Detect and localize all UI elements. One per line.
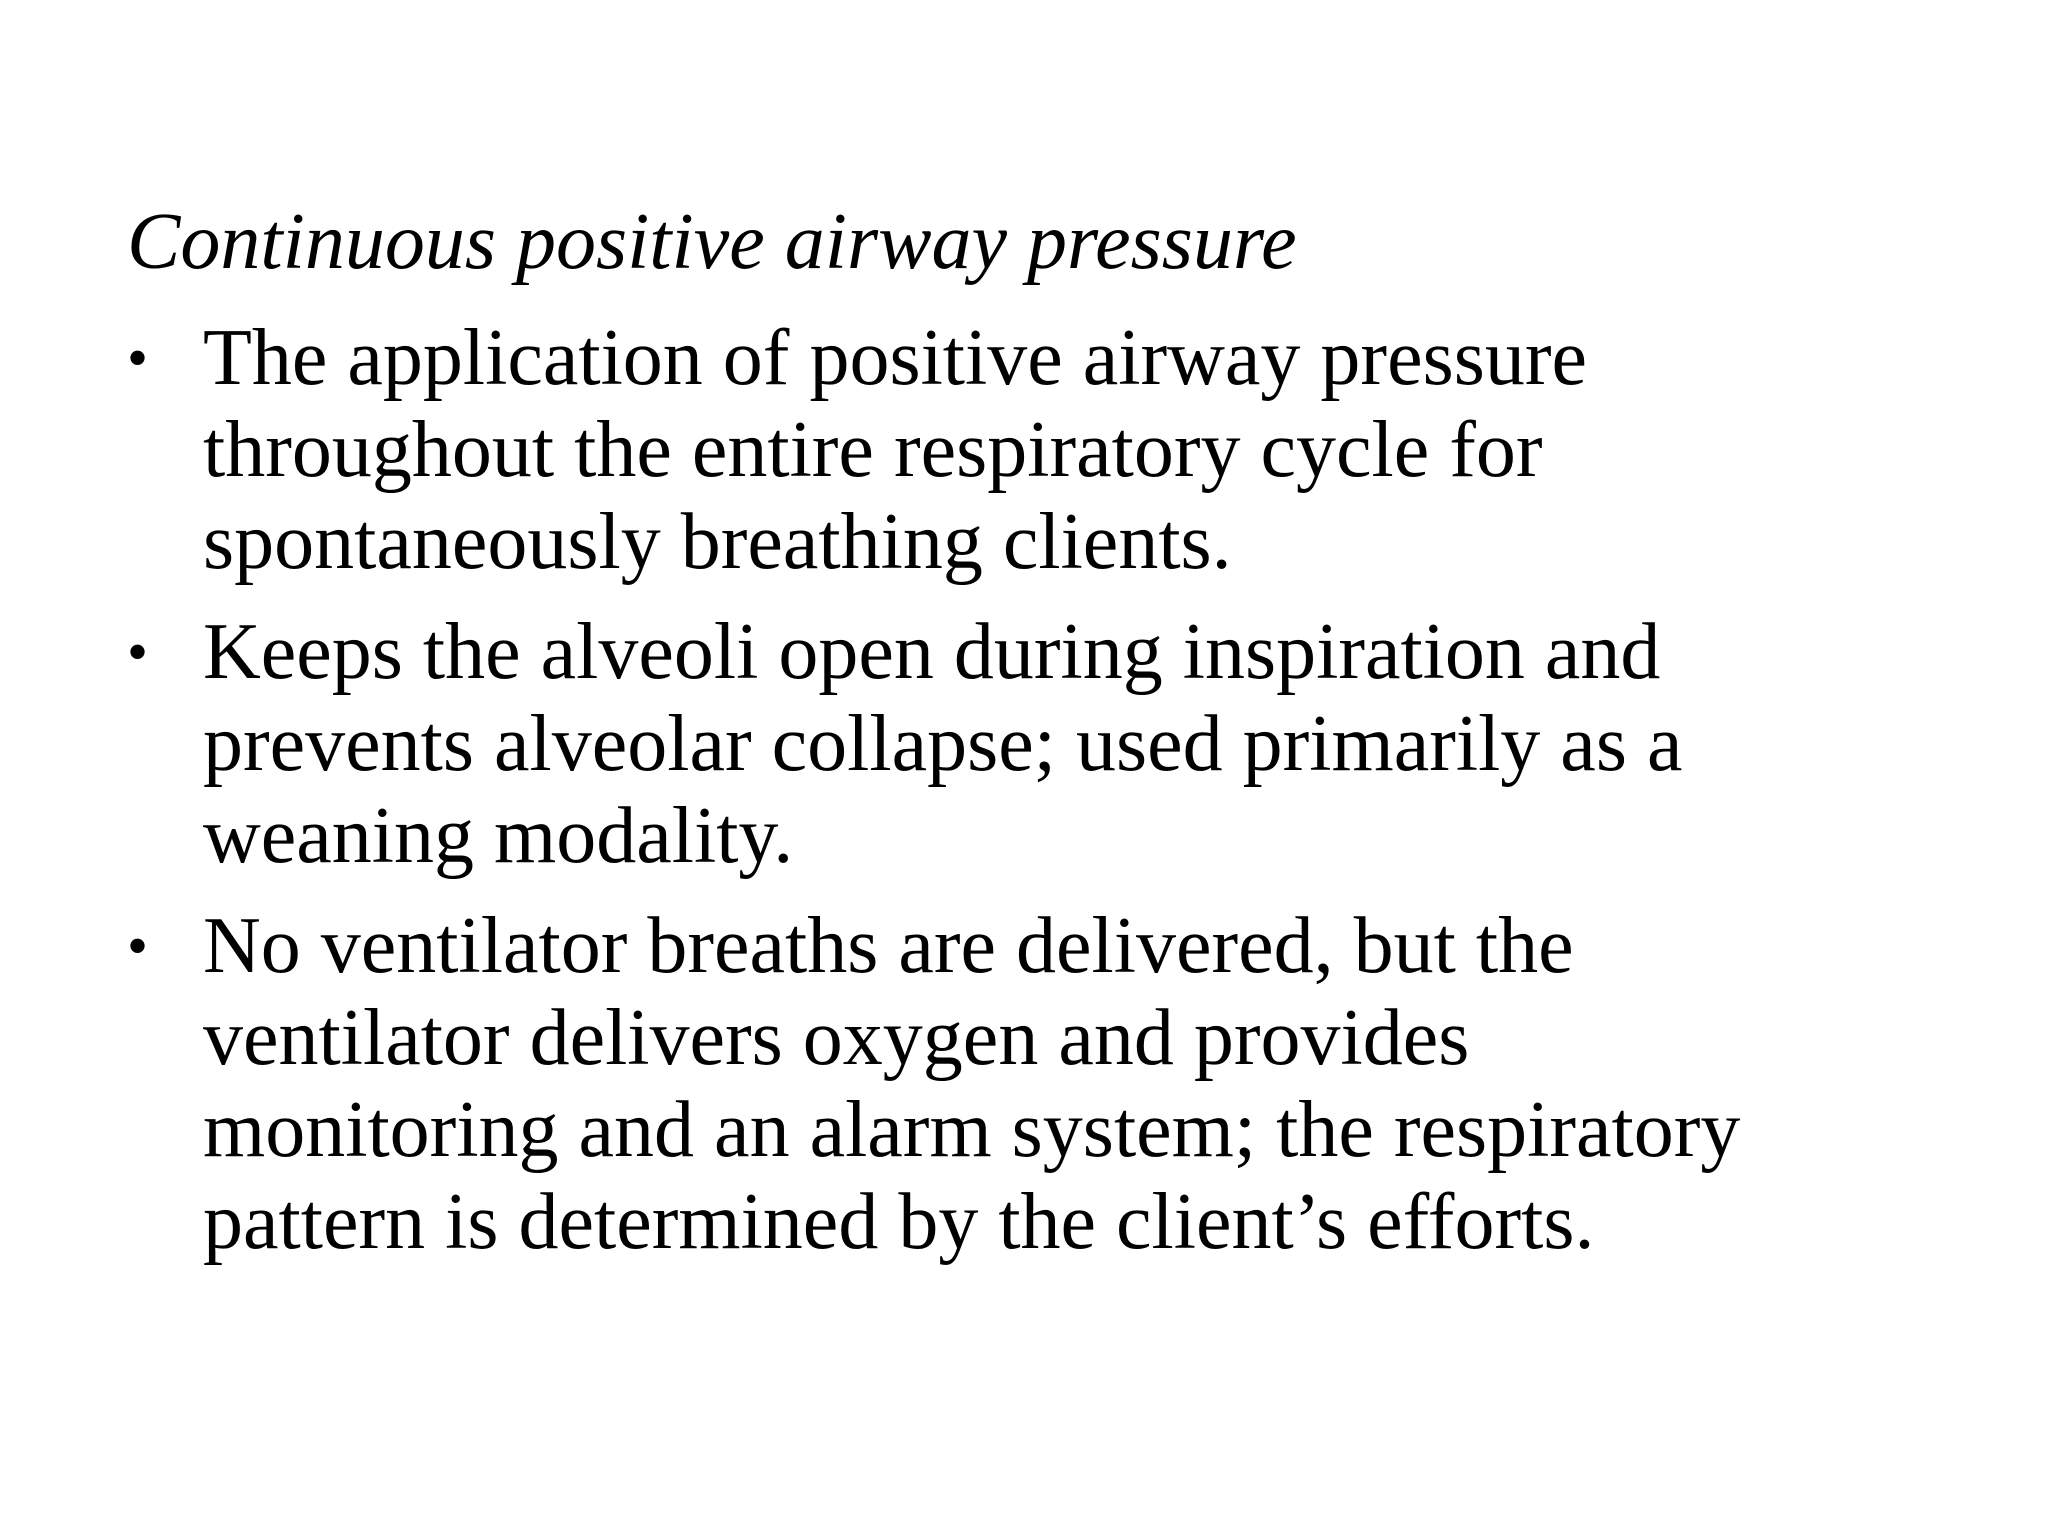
bullet-text-line: pattern is determined by the client’s efforts. bbox=[203, 1178, 1595, 1266]
bullet-item bbox=[127, 312, 1927, 588]
bullet-text-line: spontaneously breathing clients. bbox=[203, 498, 1232, 586]
bullet-text-line: ventilator delivers oxygen and provides bbox=[203, 994, 1470, 1082]
slide-heading: Continuous positive airway pressure bbox=[127, 198, 1297, 286]
bullet-icon: • bbox=[127, 325, 149, 391]
bullet-text-line: throughout the entire respiratory cycle for bbox=[203, 406, 1543, 494]
bullet-text-line: prevents alveolar collapse; used primarily as a bbox=[203, 700, 1683, 788]
bullet-text-line: Keeps the alveoli open during inspiration and bbox=[203, 608, 1661, 696]
bullet-text-line: weaning modality. bbox=[203, 792, 794, 880]
bullet-icon: • bbox=[127, 619, 149, 685]
bullet-item bbox=[127, 900, 1927, 1268]
bullet-text-line: The application of positive airway pressure bbox=[203, 314, 1587, 402]
bullet-text-line: monitoring and an alarm system; the respiratory bbox=[203, 1086, 1741, 1174]
bullet-text-line: No ventilator breaths are delivered, but the bbox=[203, 902, 1574, 990]
bullet-list bbox=[127, 312, 1927, 1286]
bullet-icon: • bbox=[127, 913, 149, 979]
bullet-item bbox=[127, 606, 1927, 882]
